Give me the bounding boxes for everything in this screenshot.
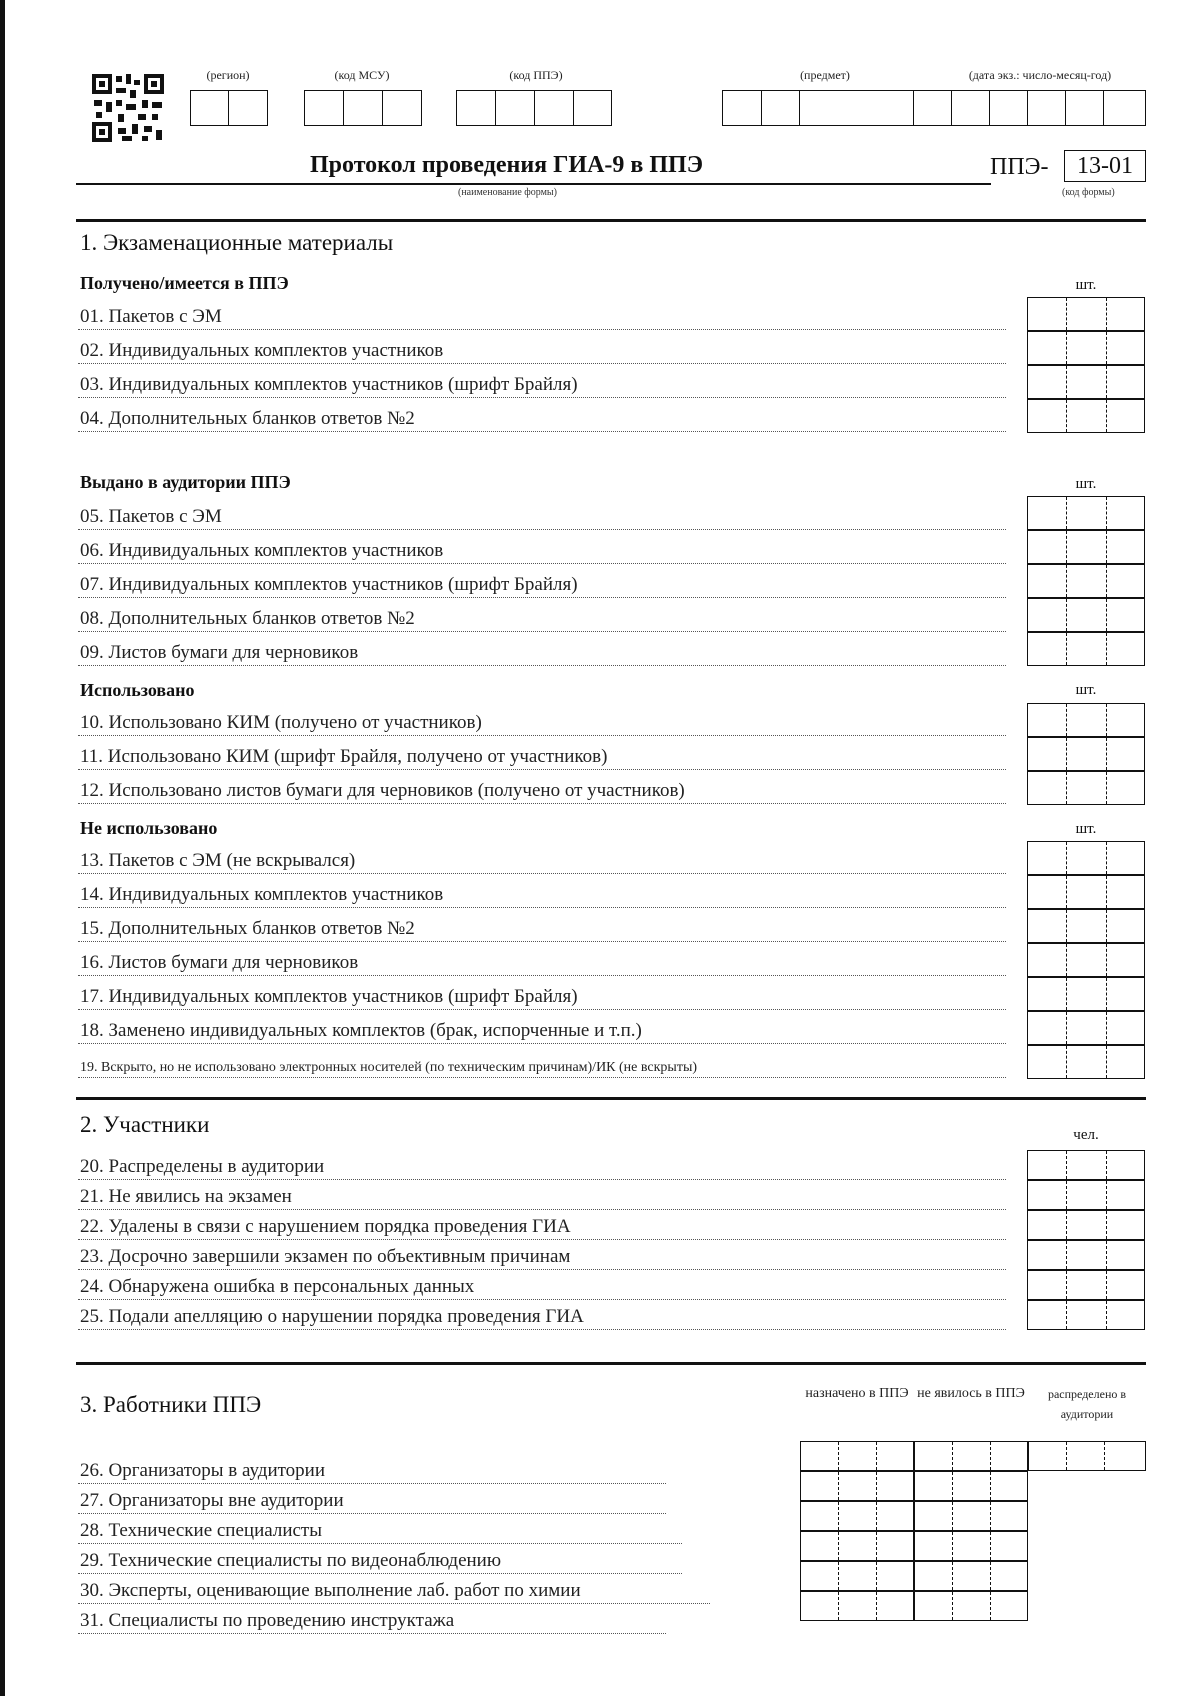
msu-code-field[interactable] bbox=[304, 90, 422, 126]
subject-label: (предмет) bbox=[800, 68, 850, 82]
form-title: Протокол проведения ГИА-9 в ППЭ bbox=[310, 152, 703, 178]
item-28-absent-input[interactable] bbox=[914, 1501, 1028, 1531]
divider bbox=[76, 219, 1146, 222]
unit-label: шт. bbox=[1075, 476, 1097, 492]
list-item: 14. Индивидуальных комплектов участников bbox=[78, 878, 1006, 908]
item-20-input[interactable] bbox=[1027, 1150, 1145, 1180]
divider bbox=[76, 1362, 1146, 1365]
region-label: (регион) bbox=[206, 68, 250, 82]
ppe-code-field[interactable] bbox=[456, 90, 612, 126]
item-27-assigned-input[interactable] bbox=[800, 1471, 914, 1501]
list-item: 07. Индивидуальных комплектов участников (шрифт Брайля) bbox=[78, 568, 1006, 598]
list-item: 03. Индивидуальных комплектов участников (шрифт Брайля) bbox=[78, 368, 1006, 398]
item-13-input[interactable] bbox=[1027, 841, 1145, 875]
item-31-absent-input[interactable] bbox=[914, 1591, 1028, 1621]
msu-label: (код МСУ) bbox=[334, 68, 390, 82]
item-14-input[interactable] bbox=[1027, 875, 1145, 909]
list-item: 08. Дополнительных бланков ответов №2 bbox=[78, 602, 1006, 632]
list-item: 02. Индивидуальных комплектов участников bbox=[78, 334, 1006, 364]
item-17-input[interactable] bbox=[1027, 977, 1145, 1011]
exam-date-label: (дата экз.: число-месяц-год) bbox=[968, 68, 1112, 82]
item-05-input[interactable] bbox=[1027, 496, 1145, 530]
column-header-distributed: распределено в аудитории bbox=[1047, 1387, 1127, 1421]
item-27-absent-input[interactable] bbox=[914, 1471, 1028, 1501]
exam-date-field[interactable] bbox=[914, 90, 1146, 126]
list-item: 19. Вскрыто, но не использовано электронных носителей (по техническим причинам)/ИК (не вскрыты) bbox=[78, 1048, 1006, 1078]
divider bbox=[76, 1097, 1146, 1100]
item-26-assigned-input[interactable] bbox=[800, 1441, 914, 1471]
list-item: 11. Использовано КИМ (шрифт Брайля, получено от участников) bbox=[78, 740, 1006, 770]
item-08-input[interactable] bbox=[1027, 598, 1145, 632]
item-18-input[interactable] bbox=[1027, 1011, 1145, 1045]
list-item: 21. Не явились на экзамен bbox=[78, 1182, 1006, 1210]
item-01-input[interactable] bbox=[1027, 297, 1145, 331]
unit-label: шт. bbox=[1075, 682, 1097, 698]
item-21-input[interactable] bbox=[1027, 1180, 1145, 1210]
item-07-input[interactable] bbox=[1027, 564, 1145, 598]
list-item: 05. Пакетов с ЭМ bbox=[78, 500, 1006, 530]
item-16-input[interactable] bbox=[1027, 943, 1145, 977]
list-item: 31. Специалисты по проведению инструктажа bbox=[78, 1606, 666, 1634]
item-26-absent-input[interactable] bbox=[914, 1441, 1028, 1471]
list-item: 25. Подали апелляцию о нарушении порядка проведения ГИА bbox=[78, 1302, 1006, 1330]
item-09-input[interactable] bbox=[1027, 632, 1145, 666]
list-item: 12. Использовано листов бумаги для черновиков (получено от участников) bbox=[78, 774, 1006, 804]
item-02-input[interactable] bbox=[1027, 331, 1145, 365]
item-26-distributed-input[interactable] bbox=[1028, 1441, 1146, 1471]
section-1-title: 1. Экзаменационные материалы bbox=[80, 230, 394, 255]
subject-name-field[interactable] bbox=[800, 90, 914, 126]
item-22-input[interactable] bbox=[1027, 1210, 1145, 1240]
item-30-absent-input[interactable] bbox=[914, 1561, 1028, 1591]
list-item: 23. Досрочно завершили экзамен по объективным причинам bbox=[78, 1242, 1006, 1270]
unit-label: шт. bbox=[1075, 821, 1097, 837]
item-19-input[interactable] bbox=[1027, 1045, 1145, 1079]
list-item: 16. Листов бумаги для черновиков bbox=[78, 946, 1006, 976]
item-28-assigned-input[interactable] bbox=[800, 1501, 914, 1531]
item-15-input[interactable] bbox=[1027, 909, 1145, 943]
item-24-input[interactable] bbox=[1027, 1270, 1145, 1300]
list-item: 20. Распределены в аудитории bbox=[78, 1152, 1006, 1180]
column-header-absent: не явилось в ППЭ bbox=[917, 1386, 1025, 1401]
form-code-note: (код формы) bbox=[1062, 187, 1115, 198]
item-29-absent-input[interactable] bbox=[914, 1531, 1028, 1561]
form-title-note: (наименование формы) bbox=[458, 187, 557, 198]
subject-code-field[interactable] bbox=[722, 90, 800, 126]
list-item: 18. Заменено индивидуальных комплектов (брак, испорченные и т.п.) bbox=[78, 1014, 1006, 1044]
item-29-assigned-input[interactable] bbox=[800, 1531, 914, 1561]
item-03-input[interactable] bbox=[1027, 365, 1145, 399]
list-item: 17. Индивидуальных комплектов участников (шрифт Брайля) bbox=[78, 980, 1006, 1010]
region-field[interactable] bbox=[190, 90, 268, 126]
unit-label: чел. bbox=[1073, 1127, 1099, 1143]
ppe-code-label: (код ППЭ) bbox=[509, 68, 563, 82]
group-unused-heading: Не использовано bbox=[80, 818, 218, 838]
item-12-input[interactable] bbox=[1027, 771, 1145, 805]
qr-code-icon bbox=[92, 74, 164, 142]
title-underline bbox=[76, 183, 991, 185]
list-item: 28. Технические специалисты bbox=[78, 1516, 682, 1544]
group-used-heading: Использовано bbox=[80, 680, 195, 700]
item-31-assigned-input[interactable] bbox=[800, 1591, 914, 1621]
list-item: 26. Организаторы в аудитории bbox=[78, 1456, 666, 1484]
list-item: 13. Пакетов с ЭМ (не вскрывался) bbox=[78, 844, 1006, 874]
item-25-input[interactable] bbox=[1027, 1300, 1145, 1330]
list-item: 24. Обнаружена ошибка в персональных данных bbox=[78, 1272, 1006, 1300]
list-item: 30. Эксперты, оценивающие выполнение лаб. работ по химии bbox=[78, 1576, 710, 1604]
section-3-title: 3. Работники ППЭ bbox=[80, 1392, 262, 1417]
list-item: 06. Индивидуальных комплектов участников bbox=[78, 534, 1006, 564]
page-binding-edge bbox=[0, 0, 5, 1696]
list-item: 15. Дополнительных бланков ответов №2 bbox=[78, 912, 1006, 942]
item-30-assigned-input[interactable] bbox=[800, 1561, 914, 1591]
column-header-assigned: назначено в ППЭ bbox=[805, 1386, 909, 1401]
list-item: 29. Технические специалисты по видеонаблюдению bbox=[78, 1546, 682, 1574]
item-11-input[interactable] bbox=[1027, 737, 1145, 771]
item-06-input[interactable] bbox=[1027, 530, 1145, 564]
list-item: 01. Пакетов с ЭМ bbox=[78, 300, 1006, 330]
group-issued-heading: Выдано в аудитории ППЭ bbox=[80, 472, 291, 492]
list-item: 27. Организаторы вне аудитории bbox=[78, 1486, 666, 1514]
list-item: 10. Использовано КИМ (получено от участников) bbox=[78, 706, 1006, 736]
form-code-prefix: ППЭ- bbox=[990, 154, 1049, 180]
item-23-input[interactable] bbox=[1027, 1240, 1145, 1270]
list-item: 04. Дополнительных бланков ответов №2 bbox=[78, 402, 1006, 432]
item-10-input[interactable] bbox=[1027, 703, 1145, 737]
unit-label: шт. bbox=[1075, 277, 1097, 293]
group-received-heading: Получено/имеется в ППЭ bbox=[80, 273, 289, 293]
list-item: 22. Удалены в связи с нарушением порядка проведения ГИА bbox=[78, 1212, 1006, 1240]
section-2-title: 2. Участники bbox=[80, 1112, 210, 1137]
form-code-box: 13-01 bbox=[1064, 150, 1146, 182]
list-item: 09. Листов бумаги для черновиков bbox=[78, 636, 1006, 666]
item-04-input[interactable] bbox=[1027, 399, 1145, 433]
